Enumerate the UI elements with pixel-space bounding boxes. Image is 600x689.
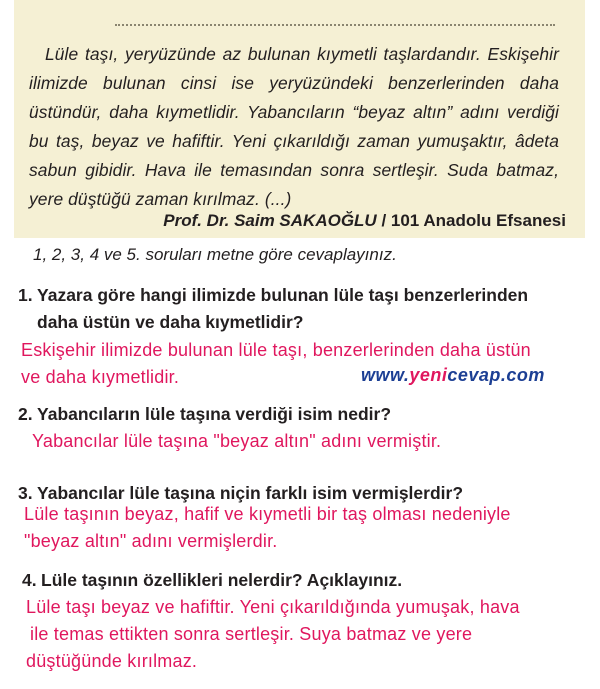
answer-line: Eskişehir ilimizde bulunan lüle taşı, benzerlerinden daha üstün <box>21 340 531 360</box>
question-4 <box>22 567 402 594</box>
question-number: 2. <box>18 404 33 424</box>
question-1 <box>18 282 528 336</box>
answer-line: Lüle taşı beyaz ve hafiftir. Yeni çıkarıldığında yumuşak, hava <box>26 597 520 617</box>
answer-line: ve daha kıymetlidir. <box>21 367 180 387</box>
instruction-text: 1, 2, 3, 4 ve 5. soruları metne göre cevaplayınız. <box>33 245 397 264</box>
source-title: / 101 Anadolu Efsanesi <box>376 211 566 230</box>
answer-2 <box>32 428 441 455</box>
answer-line: ile temas ettikten sonra sertleşir. Suya batmaz ve yere <box>30 624 473 644</box>
answer-4 <box>26 594 520 675</box>
answer-3 <box>24 501 511 555</box>
question-2 <box>18 401 391 428</box>
question-text-continued: daha üstün ve daha kıymetlidir? <box>37 312 304 332</box>
question-text: Yazara göre hangi ilimizde bulunan lüle taşı benzerlerinden <box>37 285 529 305</box>
question-text: Yabancıların lüle taşına verdiği isim nedir? <box>37 404 392 424</box>
question-text: Yabancılar lüle taşına niçin farklı isim vermişlerdir? <box>37 483 464 503</box>
passage-source <box>163 211 566 231</box>
answer-line: Yabancılar lüle taşına "beyaz altın" adını vermiştir. <box>32 431 442 451</box>
source-author: Prof. Dr. Saim SAKAOĞLU <box>163 211 377 230</box>
watermark-logo: www.yenicevap.com <box>361 365 545 385</box>
question-number: 3. <box>18 483 33 503</box>
question-number: 1. <box>18 285 33 305</box>
answer-line: Lüle taşının beyaz, hafif ve kıymetli bir taş olması nedeniyle <box>24 504 511 524</box>
question-text: Lüle taşının özellikleri nelerdir? Açıklayınız. <box>41 570 403 590</box>
passage-text: Lüle taşı, yeryüzünde az bulunan kıymetli taşlardandır. Eskişehir ilimizde bulunan cinsi ise yeryüzündeki benzerlerinden daha üstündür, daha kıymetlidir. Yabancıların “beyaz altın” adını verdiği bu taş, beyaz ve hafiftir. Yeni çıkarıldığı zaman yumuşaktır, âdeta sabun gibidir. Hava ile temasından sonra sertleşir. Suda batmaz, yere düştüğü zaman kırılmaz. (...) <box>29 44 559 209</box>
question-number: 4. <box>22 570 37 590</box>
answer-line: düştüğünde kırılmaz. <box>26 651 198 671</box>
dotted-divider <box>115 24 555 26</box>
answer-line: "beyaz altın" adını vermişlerdir. <box>24 531 278 551</box>
